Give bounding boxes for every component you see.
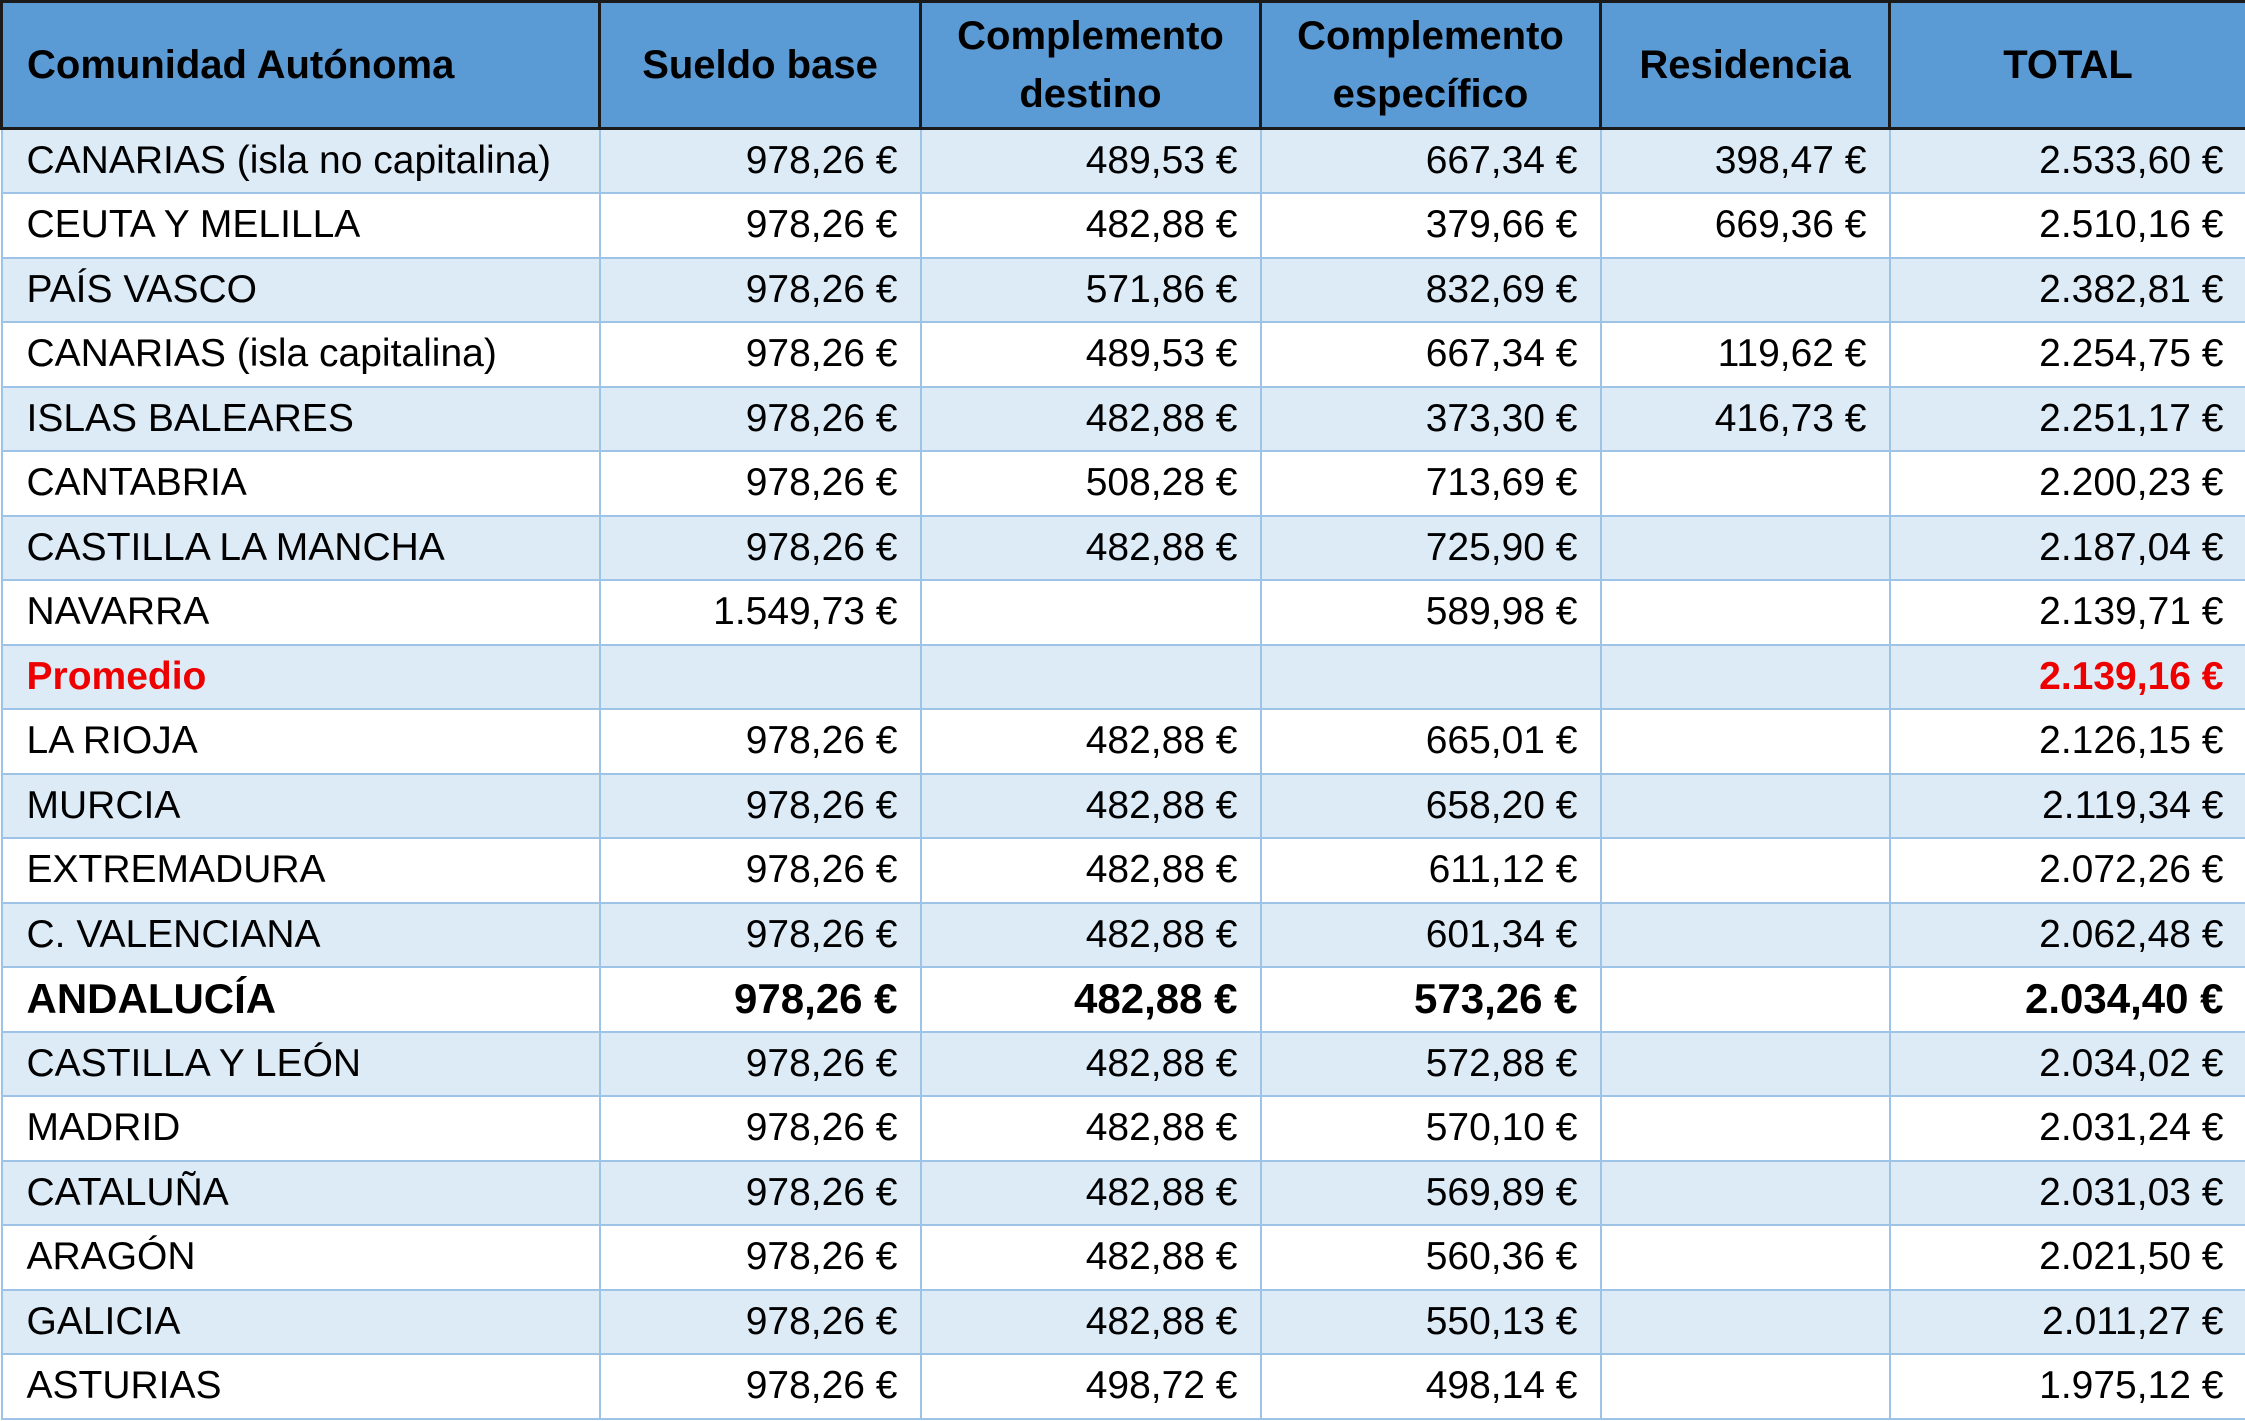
cell-complemento-destino: 482,88 € xyxy=(921,967,1261,1032)
cell-residencia xyxy=(1601,516,1890,581)
header-complemento-especifico xyxy=(1261,2,1601,129)
cell-comunidad: CATALUÑA xyxy=(2,1161,600,1226)
cell-comunidad: CANTABRIA xyxy=(2,451,600,516)
cell-comunidad: ASTURIAS xyxy=(2,1354,600,1419)
cell-residencia xyxy=(1601,967,1890,1032)
cell-comunidad: MURCIA xyxy=(2,774,600,839)
cell-complemento-especifico: 665,01 € xyxy=(1261,709,1601,774)
cell-residencia xyxy=(1601,903,1890,968)
cell-complemento-especifico: 570,10 € xyxy=(1261,1096,1601,1161)
cell-complemento-especifico: 573,26 € xyxy=(1261,967,1601,1032)
cell-sueldo-base: 978,26 € xyxy=(600,967,921,1032)
cell-complemento-destino: 482,88 € xyxy=(921,1225,1261,1290)
table-row xyxy=(2,322,2245,387)
cell-sueldo-base xyxy=(600,645,921,710)
cell-residencia xyxy=(1601,1032,1890,1097)
cell-complemento-destino xyxy=(921,645,1261,710)
cell-total: 2.021,50 € xyxy=(1890,1225,2245,1290)
cell-complemento-destino: 508,28 € xyxy=(921,451,1261,516)
table-row xyxy=(2,129,2245,194)
cell-complemento-especifico: 658,20 € xyxy=(1261,774,1601,839)
cell-comunidad: CEUTA Y MELILLA xyxy=(2,193,600,258)
table-row xyxy=(2,903,2245,968)
cell-total: 2.533,60 € xyxy=(1890,129,2245,194)
cell-total: 2.119,34 € xyxy=(1890,774,2245,839)
cell-sueldo-base: 1.549,73 € xyxy=(600,580,921,645)
cell-sueldo-base: 978,26 € xyxy=(600,387,921,452)
cell-residencia xyxy=(1601,1161,1890,1226)
cell-residencia: 398,47 € xyxy=(1601,129,1890,194)
table-row xyxy=(2,451,2245,516)
cell-residencia xyxy=(1601,645,1890,710)
header-line: Comunidad Autónoma xyxy=(27,43,455,87)
cell-complemento-destino: 482,88 € xyxy=(921,709,1261,774)
cell-complemento-especifico: 379,66 € xyxy=(1261,193,1601,258)
cell-comunidad: MADRID xyxy=(2,1096,600,1161)
cell-total: 2.139,16 € xyxy=(1890,645,2245,710)
cell-complemento-destino: 571,86 € xyxy=(921,258,1261,323)
cell-comunidad: CASTILLA Y LEÓN xyxy=(2,1032,600,1097)
cell-sueldo-base: 978,26 € xyxy=(600,774,921,839)
cell-sueldo-base: 978,26 € xyxy=(600,903,921,968)
cell-residencia: 119,62 € xyxy=(1601,322,1890,387)
header-residencia xyxy=(1601,2,1890,129)
header-line: Complemento xyxy=(1297,14,1564,58)
cell-comunidad: CANARIAS (isla capitalina) xyxy=(2,322,600,387)
cell-sueldo-base: 978,26 € xyxy=(600,129,921,194)
cell-total: 2.011,27 € xyxy=(1890,1290,2245,1355)
table-row xyxy=(2,1354,2245,1419)
cell-complemento-especifico: 589,98 € xyxy=(1261,580,1601,645)
cell-sueldo-base: 978,26 € xyxy=(600,1290,921,1355)
cell-residencia xyxy=(1601,709,1890,774)
header-complemento-destino xyxy=(921,2,1261,129)
table-row xyxy=(2,1225,2245,1290)
cell-comunidad: PAÍS VASCO xyxy=(2,258,600,323)
cell-complemento-especifico: 550,13 € xyxy=(1261,1290,1601,1355)
cell-sueldo-base: 978,26 € xyxy=(600,1354,921,1419)
cell-residencia xyxy=(1601,451,1890,516)
cell-total: 2.382,81 € xyxy=(1890,258,2245,323)
cell-sueldo-base: 978,26 € xyxy=(600,1225,921,1290)
table-row xyxy=(2,709,2245,774)
table-row xyxy=(2,1096,2245,1161)
cell-complemento-destino: 482,88 € xyxy=(921,1096,1261,1161)
cell-sueldo-base: 978,26 € xyxy=(600,193,921,258)
cell-complemento-especifico: 498,14 € xyxy=(1261,1354,1601,1419)
table-row xyxy=(2,387,2245,452)
cell-complemento-especifico: 667,34 € xyxy=(1261,322,1601,387)
cell-total: 2.200,23 € xyxy=(1890,451,2245,516)
cell-comunidad: CANARIAS (isla no capitalina) xyxy=(2,129,600,194)
cell-complemento-especifico: 667,34 € xyxy=(1261,129,1601,194)
cell-complemento-especifico: 611,12 € xyxy=(1261,838,1601,903)
cell-residencia: 416,73 € xyxy=(1601,387,1890,452)
table-row xyxy=(2,516,2245,581)
header-total xyxy=(1890,2,2245,129)
cell-complemento-destino: 482,88 € xyxy=(921,774,1261,839)
table-row xyxy=(2,645,2245,710)
cell-complemento-especifico: 572,88 € xyxy=(1261,1032,1601,1097)
table-row xyxy=(2,258,2245,323)
table-row xyxy=(2,1032,2245,1097)
cell-complemento-destino: 482,88 € xyxy=(921,193,1261,258)
cell-sueldo-base: 978,26 € xyxy=(600,451,921,516)
cell-total: 2.062,48 € xyxy=(1890,903,2245,968)
cell-complemento-especifico: 569,89 € xyxy=(1261,1161,1601,1226)
cell-sueldo-base: 978,26 € xyxy=(600,322,921,387)
cell-sueldo-base: 978,26 € xyxy=(600,1096,921,1161)
cell-sueldo-base: 978,26 € xyxy=(600,1032,921,1097)
cell-complemento-especifico: 832,69 € xyxy=(1261,258,1601,323)
cell-complemento-especifico: 560,36 € xyxy=(1261,1225,1601,1290)
table-row xyxy=(2,838,2245,903)
cell-total: 2.031,03 € xyxy=(1890,1161,2245,1226)
cell-total: 2.072,26 € xyxy=(1890,838,2245,903)
table-row xyxy=(2,193,2245,258)
cell-complemento-destino xyxy=(921,580,1261,645)
cell-residencia xyxy=(1601,1096,1890,1161)
cell-total: 2.187,04 € xyxy=(1890,516,2245,581)
cell-complemento-destino: 482,88 € xyxy=(921,387,1261,452)
cell-residencia xyxy=(1601,774,1890,839)
cell-comunidad: Promedio xyxy=(2,645,600,710)
cell-residencia xyxy=(1601,838,1890,903)
cell-residencia xyxy=(1601,580,1890,645)
cell-complemento-especifico: 373,30 € xyxy=(1261,387,1601,452)
header-row xyxy=(2,2,2245,129)
cell-residencia xyxy=(1601,1225,1890,1290)
cell-comunidad: LA RIOJA xyxy=(2,709,600,774)
cell-complemento-destino: 482,88 € xyxy=(921,516,1261,581)
table-row xyxy=(2,967,2245,1032)
cell-comunidad: CASTILLA LA MANCHA xyxy=(2,516,600,581)
cell-sueldo-base: 978,26 € xyxy=(600,258,921,323)
cell-total: 2.034,40 € xyxy=(1890,967,2245,1032)
cell-complemento-destino: 482,88 € xyxy=(921,1032,1261,1097)
header-line: Complemento xyxy=(957,14,1224,58)
cell-sueldo-base: 978,26 € xyxy=(600,516,921,581)
table-row xyxy=(2,1161,2245,1226)
cell-comunidad: GALICIA xyxy=(2,1290,600,1355)
cell-comunidad: ISLAS BALEARES xyxy=(2,387,600,452)
cell-complemento-destino: 482,88 € xyxy=(921,1290,1261,1355)
header-line: destino xyxy=(1019,72,1162,116)
table-row xyxy=(2,1290,2245,1355)
cell-comunidad: ANDALUCÍA xyxy=(2,967,600,1032)
cell-total: 2.251,17 € xyxy=(1890,387,2245,452)
cell-complemento-destino: 482,88 € xyxy=(921,838,1261,903)
cell-complemento-destino: 489,53 € xyxy=(921,129,1261,194)
cell-complemento-destino: 482,88 € xyxy=(921,903,1261,968)
cell-residencia xyxy=(1601,1290,1890,1355)
cell-complemento-destino: 482,88 € xyxy=(921,1161,1261,1226)
cell-total: 2.034,02 € xyxy=(1890,1032,2245,1097)
header-comunidad xyxy=(2,2,600,129)
cell-complemento-destino: 489,53 € xyxy=(921,322,1261,387)
table-body xyxy=(2,129,2245,1419)
cell-sueldo-base: 978,26 € xyxy=(600,838,921,903)
cell-comunidad: EXTREMADURA xyxy=(2,838,600,903)
cell-complemento-especifico: 601,34 € xyxy=(1261,903,1601,968)
cell-residencia: 669,36 € xyxy=(1601,193,1890,258)
cell-comunidad: ARAGÓN xyxy=(2,1225,600,1290)
header-line: Residencia xyxy=(1639,43,1851,87)
cell-total: 2.510,16 € xyxy=(1890,193,2245,258)
cell-complemento-especifico: 713,69 € xyxy=(1261,451,1601,516)
cell-complemento-especifico: 725,90 € xyxy=(1261,516,1601,581)
cell-total: 2.126,15 € xyxy=(1890,709,2245,774)
cell-comunidad: NAVARRA xyxy=(2,580,600,645)
cell-total: 2.139,71 € xyxy=(1890,580,2245,645)
header-sueldo-base xyxy=(600,2,921,129)
header-line: TOTAL xyxy=(2003,43,2133,87)
header-line: Sueldo base xyxy=(642,43,878,87)
cell-residencia xyxy=(1601,1354,1890,1419)
cell-total: 2.031,24 € xyxy=(1890,1096,2245,1161)
header-line: específico xyxy=(1332,72,1529,116)
cell-sueldo-base: 978,26 € xyxy=(600,1161,921,1226)
cell-complemento-destino: 498,72 € xyxy=(921,1354,1261,1419)
cell-residencia xyxy=(1601,258,1890,323)
table-row xyxy=(2,580,2245,645)
cell-total: 1.975,12 € xyxy=(1890,1354,2245,1419)
table-row xyxy=(2,774,2245,839)
cell-total: 2.254,75 € xyxy=(1890,322,2245,387)
cell-sueldo-base: 978,26 € xyxy=(600,709,921,774)
cell-complemento-especifico xyxy=(1261,645,1601,710)
cell-comunidad: C. VALENCIANA xyxy=(2,903,600,968)
